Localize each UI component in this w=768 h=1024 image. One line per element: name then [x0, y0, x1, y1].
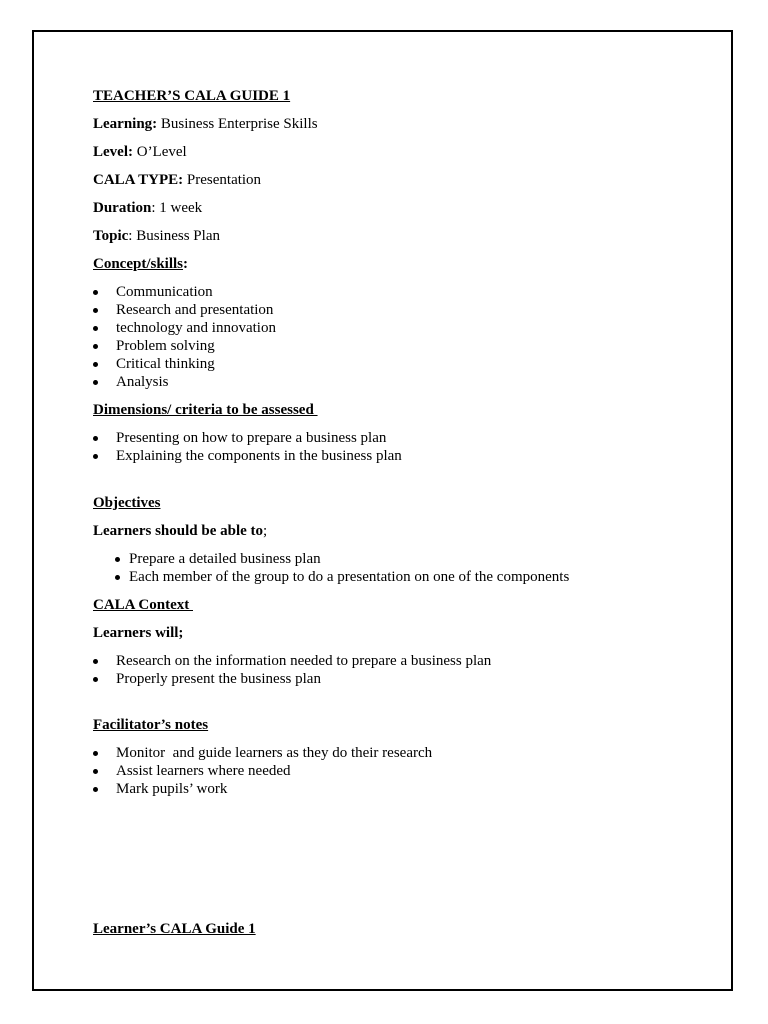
list-item: Monitor and guide learners as they do their research	[93, 744, 713, 762]
objectives-lead	[93, 522, 713, 540]
field-value: : 1 week	[151, 200, 203, 216]
field-cala-type	[93, 171, 713, 189]
field-label: Learning:	[93, 116, 158, 132]
field-value: : Business Plan	[128, 228, 220, 244]
list-item: Prepare a detailed business plan	[93, 550, 713, 568]
concepts-heading	[93, 255, 713, 273]
document-title: TEACHER’S CALA GUIDE 1	[93, 88, 291, 104]
concepts-list	[93, 283, 713, 391]
list-item: Communication	[93, 283, 713, 301]
list-item: Assist learners where needed	[93, 762, 713, 780]
document-content	[93, 87, 713, 938]
lead-suffix: ;	[263, 523, 268, 539]
dimensions-list	[93, 429, 713, 465]
notes-heading: Facilitator’s notes	[93, 717, 209, 733]
list-item: Critical thinking	[93, 355, 713, 373]
context-list	[93, 652, 713, 688]
field-value: O’Level	[132, 144, 187, 160]
list-item: Each member of the group to do a presentation on one of the components	[93, 568, 713, 586]
field-label: Level:	[93, 144, 133, 160]
lead-text: Learners should be able to	[93, 523, 264, 539]
section-heading: Concept/skills	[93, 256, 184, 272]
list-item: technology and innovation	[93, 319, 713, 337]
field-label: CALA TYPE:	[93, 172, 184, 188]
objectives-list	[93, 550, 713, 586]
learner-guide-title: Learner’s CALA Guide 1	[93, 921, 256, 937]
objectives-heading: Objectives	[93, 495, 161, 511]
list-item: Research and presentation	[93, 301, 713, 319]
list-item: Analysis	[93, 373, 713, 391]
context-heading: CALA Context	[93, 597, 193, 613]
list-item: Mark pupils’ work	[93, 780, 713, 798]
field-learning	[93, 115, 713, 133]
field-label: Duration	[93, 200, 152, 216]
dimensions-heading: Dimensions/ criteria to be assessed	[93, 402, 318, 418]
context-lead: Learners will;	[93, 625, 184, 641]
list-item: Problem solving	[93, 337, 713, 355]
heading-suffix: :	[183, 256, 189, 272]
field-value: Business Enterprise Skills	[157, 116, 318, 132]
field-level	[93, 143, 713, 161]
field-label: Topic	[93, 228, 129, 244]
list-item: Properly present the business plan	[93, 670, 713, 688]
list-item: Research on the information needed to prepare a business plan	[93, 652, 713, 670]
notes-list	[93, 744, 713, 798]
field-duration	[93, 199, 713, 217]
list-item: Presenting on how to prepare a business plan	[93, 429, 713, 447]
field-topic	[93, 227, 713, 245]
list-item: Explaining the components in the business plan	[93, 447, 713, 465]
field-value: Presentation	[183, 172, 262, 188]
